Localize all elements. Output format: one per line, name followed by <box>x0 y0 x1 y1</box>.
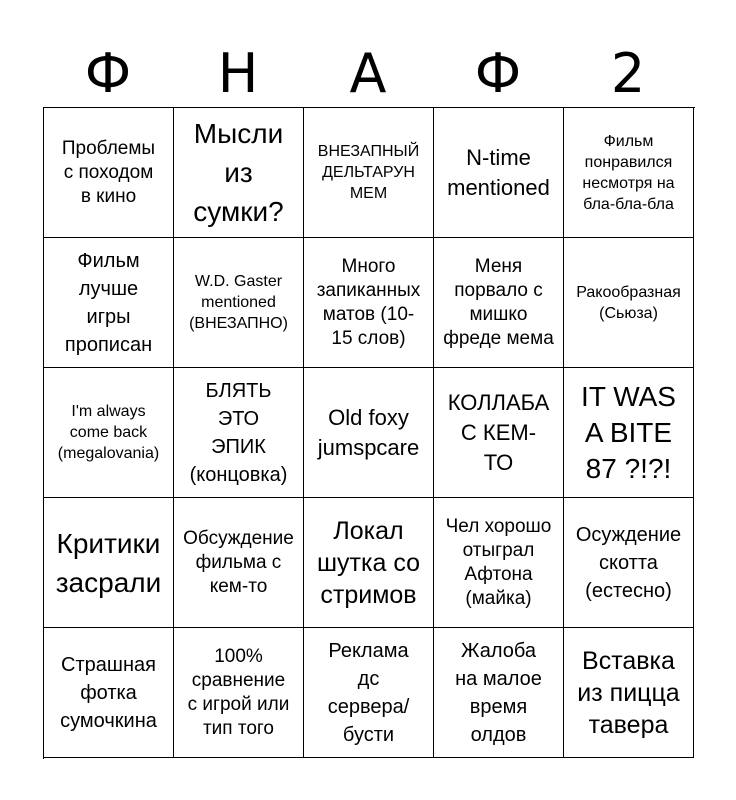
cell-text: Много запиканных матов (10- 15 слов) <box>316 255 421 349</box>
bingo-cell[interactable] <box>564 498 694 628</box>
cell-text: 100% сравнение с игрой или тип того <box>187 645 290 739</box>
bingo-cell[interactable] <box>434 628 564 758</box>
cell-text: Обсуждение фильма с кем-то <box>183 527 294 597</box>
cell-text: БЛЯТЬ ЭТО ЭПИК (концовка) <box>189 379 288 486</box>
bingo-cell[interactable] <box>174 368 304 498</box>
bingo-cell[interactable] <box>434 498 564 628</box>
cell-text: КОЛЛАБА С КЕМ- ТО <box>447 389 550 475</box>
bingo-cell[interactable] <box>174 498 304 628</box>
cell-text: Фильм понравился несмотря на бла-бла-бла <box>582 132 675 213</box>
cell-text: Критики засрали <box>55 527 162 598</box>
bingo-cell[interactable] <box>44 628 174 758</box>
bingo-title <box>43 38 693 110</box>
title-letter: Ф <box>474 42 522 105</box>
bingo-cell[interactable] <box>434 108 564 238</box>
cell-text: Осуждение скотта (естесно) <box>575 523 682 602</box>
bingo-board <box>43 107 695 759</box>
title-letter: А <box>349 42 387 105</box>
cell-text: Жалоба на малое время олдов <box>455 639 542 746</box>
bingo-cell[interactable] <box>44 108 174 238</box>
cell-text: Проблемы с походом в кино <box>61 137 156 207</box>
bingo-cell[interactable] <box>174 238 304 368</box>
cell-text: Ракообразная (Сьюза) <box>576 283 681 322</box>
bingo-cell[interactable] <box>44 238 174 368</box>
cell-text: Меня порвало с мишко фреде мема <box>443 255 554 349</box>
bingo-cell[interactable] <box>44 498 174 628</box>
bingo-cell[interactable] <box>304 628 434 758</box>
bingo-cell[interactable] <box>304 108 434 238</box>
bingo-cell[interactable] <box>434 368 564 498</box>
bingo-cell[interactable] <box>564 628 694 758</box>
cell-text: Вставка из пицца тавера <box>577 646 680 739</box>
cell-text: Реклама дс сервера/ бусти <box>327 639 410 746</box>
cell-text: Old foxy jumspcare <box>317 404 420 460</box>
bingo-cell[interactable] <box>564 238 694 368</box>
bingo-cell[interactable] <box>44 368 174 498</box>
cell-text: IT WAS A BITE 87 ?!?! <box>581 380 676 484</box>
bingo-cell[interactable] <box>434 238 564 368</box>
title-letter: Ф <box>84 42 132 105</box>
cell-text: N-time mentioned <box>447 144 550 200</box>
cell-text: Фильм лучше игры прописан <box>64 249 153 356</box>
cell-text: Страшная фотка сумочкина <box>60 653 157 732</box>
title-letter: 2 <box>610 42 646 105</box>
bingo-cell[interactable] <box>304 498 434 628</box>
bingo-cell[interactable] <box>564 108 694 238</box>
cell-text: Чел хорошо отыграл Афтона (майка) <box>445 515 552 609</box>
title-letter: Н <box>217 42 259 105</box>
bingo-cell[interactable] <box>564 368 694 498</box>
cell-text: I'm always come back (megalovania) <box>57 403 160 462</box>
bingo-cell[interactable] <box>304 238 434 368</box>
cell-text: Мысли из сумки? <box>193 118 284 227</box>
cell-text: ВНЕЗАПНЫЙ ДЕЛЬТАРУН МЕМ <box>317 143 420 202</box>
bingo-cell[interactable] <box>304 368 434 498</box>
bingo-cell[interactable] <box>174 628 304 758</box>
bingo-cell[interactable] <box>174 108 304 238</box>
cell-text: W.D. Gaster mentioned (ВНЕЗАПНО) <box>189 273 288 332</box>
cell-text: Локал шутка со стримов <box>316 516 421 609</box>
